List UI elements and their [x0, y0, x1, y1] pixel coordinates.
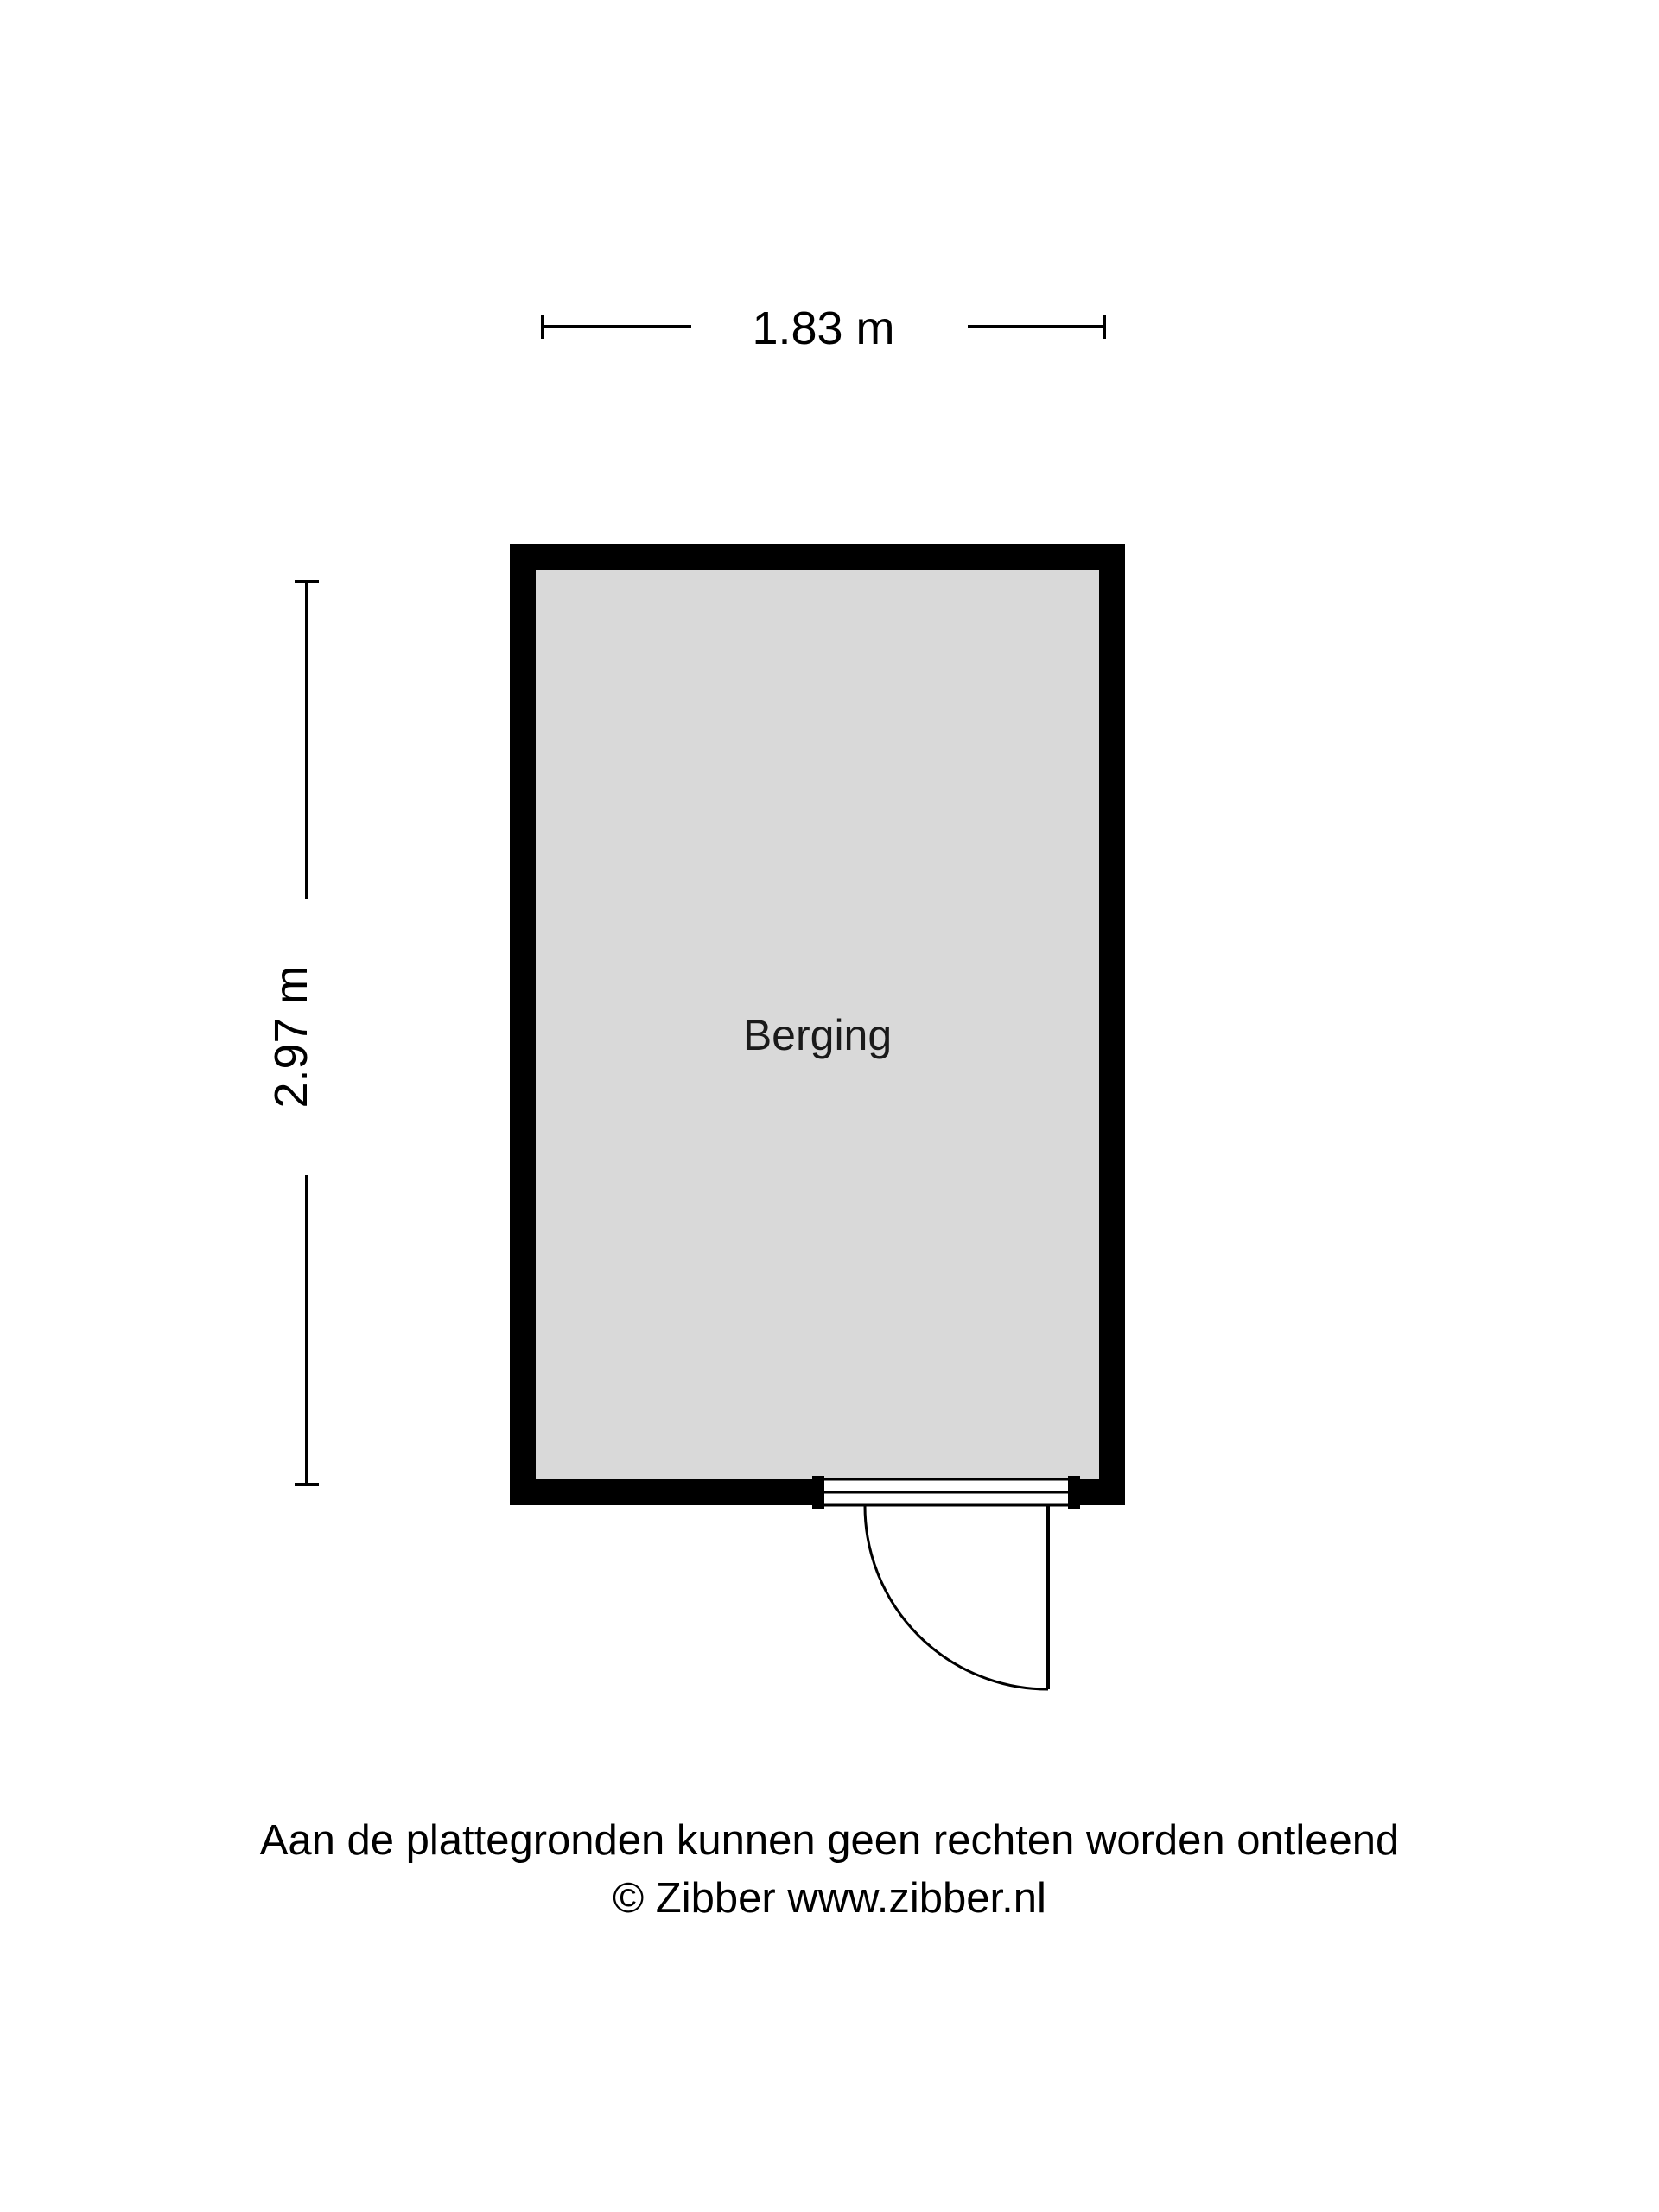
door-berging: [812, 1476, 1080, 1689]
room-berging: [510, 544, 1125, 1505]
footer-copyright: © Zibber www.zibber.nl: [613, 1875, 1046, 1923]
dimension-height: [265, 582, 334, 1484]
width-dimension-label: 1.83 m: [752, 302, 895, 354]
footer: [0, 1815, 1659, 1926]
room-name-label: Berging: [742, 1011, 893, 1059]
height-dimension-label: 2.97 m: [265, 965, 317, 1109]
door-swing-arc: [865, 1505, 1048, 1689]
dimension-width: [543, 301, 1104, 354]
footer-disclaimer: Aan de plattegronden kunnen geen rechten worden ontleend: [259, 1817, 1400, 1864]
